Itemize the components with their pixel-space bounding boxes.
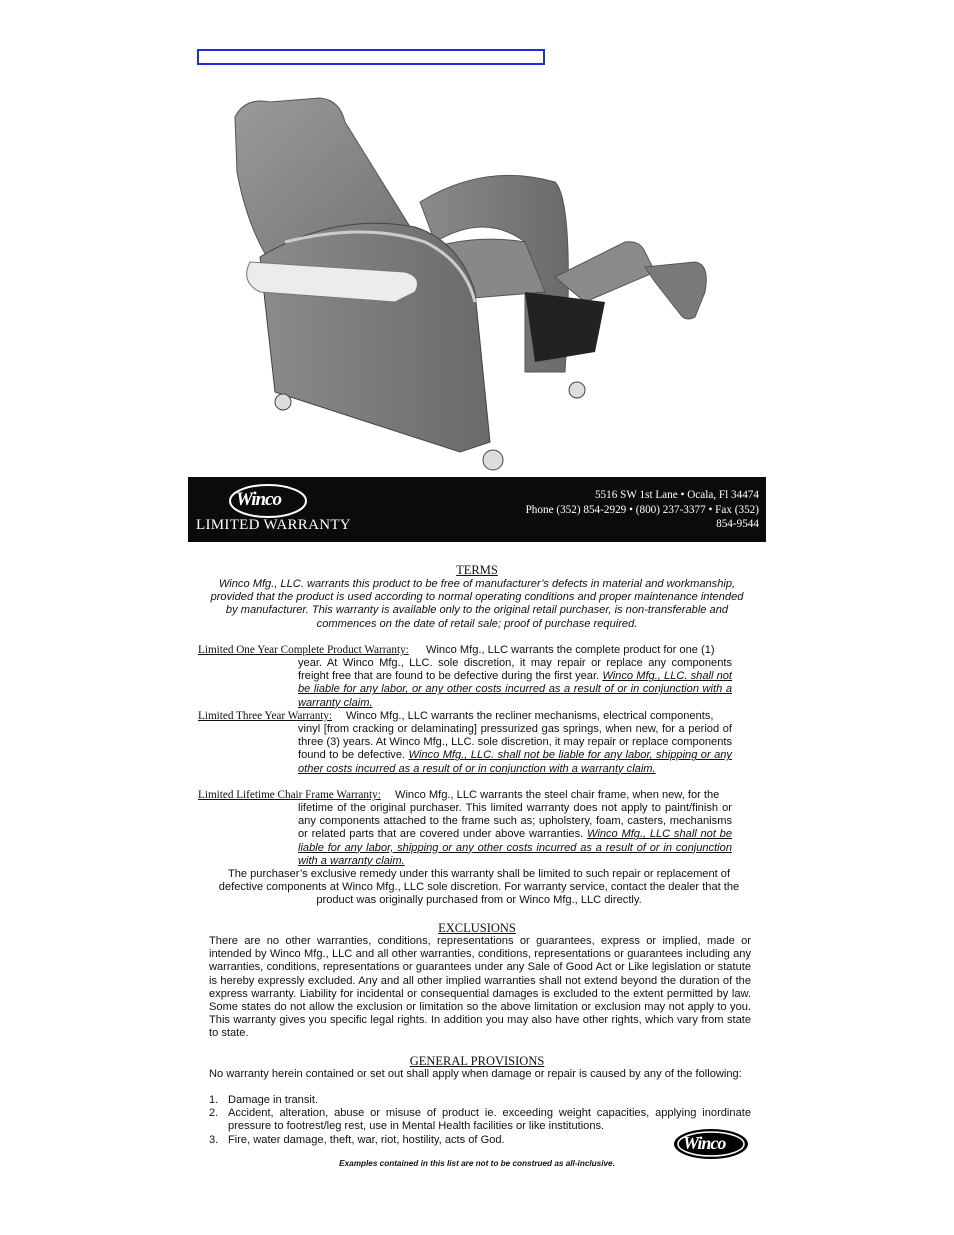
exclusions-body: There are no other warranties, conditions, representations or guarantees, express or implied, made or intended by Winco Mfg., LLC and all other warranties, conditions, representations or guarantees including any warranties, conditions, representations or guarantees under any Sale of Good Act or Like legislation or statute is hereby expressly excluded. Any and all other implied warranties shall not extend beyond the duration of the express warranty. Liability for incidental or consequential damages is excluded to the extent permitted by law. Some states do not allow the exclusion or limitation so the above limitation or exclusion may not apply to you. This warranty gives you specific legal rights. In addition you may also have other rights, which vary from state to state.: [209, 935, 751, 1040]
warranty-lifetime-disclaimer: Winco Mfg., LLC shall not be liable for any labor, shipping or any other costs incurred as a result of or in conjunction with a warranty claim.: [298, 828, 732, 867]
banner-title: LIMITED WARRANTY: [196, 517, 351, 533]
address-line-3: 854-9544: [716, 518, 759, 530]
warranty-lifetime-text: lifetime of the original purchaser. This limited warranty does not apply to paint/finish or any components attached to the frame such as; upholstery, foam, casters, mechanisms or related parts that are covered under above warranties.: [298, 802, 732, 841]
warranty-one-year-disclaimer: Winco Mfg., LLC. shall not be liable for any labor, or any other costs incurred as a result of or in conjunction with a warranty claim.: [298, 670, 733, 709]
footer-note: Examples contained in this list are not to be construed as all-inclusive.: [339, 1159, 615, 1168]
warranty-banner: [188, 477, 766, 542]
list-item-text: Damage in transit.: [228, 1094, 319, 1106]
address-line-2: Phone (352) 854-2929 • (800) 237-3377 • Fax (352): [525, 503, 759, 516]
general-provisions-list: [209, 1094, 751, 1147]
list-item-number: 1.: [209, 1094, 219, 1106]
exclusions-heading: EXCLUSIONS: [438, 921, 516, 935]
general-provisions-heading: GENERAL PROVISIONS: [409, 1054, 545, 1068]
list-item-text: Fire, water damage, theft, war, riot, hostility, acts of God.: [228, 1133, 505, 1146]
warranty-three-year-text: vinyl [from cracking or delaminating] pressurized gas springs, when new, for a period of three (3) years. At Winco Mfg., LLC. sole discretion, it may repair or replace components found to be defective.: [298, 723, 732, 762]
warranty-three-year-disclaimer: Winco Mfg., LLC. shall not be liable for any labor, shipping or any other costs incurred as a result of or in conjunction with a warranty claim.: [298, 749, 732, 775]
warranty-three-year-first: Winco Mfg., LLC warrants the recliner mechanisms, electrical components,: [346, 710, 714, 722]
winco-logo-text: Winco: [236, 489, 281, 510]
warranty-three-year-label: Limited Three Year Warranty:: [198, 710, 333, 722]
warranty-one-year-label: Limited One Year Complete Product Warranty:: [198, 644, 409, 656]
warranty-one-year-text: year. At Winco Mfg., LLC. sole discretion, it may repair or replace any components freight free that are found to be defective during the first year.: [298, 657, 732, 683]
warranty-one-year-body: [298, 657, 732, 710]
list-item: [209, 1094, 751, 1107]
list-item: [209, 1107, 751, 1133]
list-item: [209, 1134, 751, 1147]
warranty-one-year-first: Winco Mfg., LLC warrants the complete product for one (1): [426, 644, 715, 656]
top-blank-box: [197, 49, 545, 65]
warranty-lifetime-body: [298, 802, 732, 868]
warranty-lifetime-first: Winco Mfg., LLC warrants the steel chair frame, when new, for the: [395, 789, 720, 801]
terms-heading: TERMS: [456, 563, 498, 577]
winco-logo-bottom-text: Winco: [683, 1133, 726, 1153]
list-item-number: 2.: [209, 1107, 219, 1120]
remedy-paragraph: The purchaser’s exclusive remedy under this warranty shall be limited to such repair or replacement of defective components at Winco Mfg., LLC sole discretion. For warranty service, contact the dealer that the product was originally purchased from or Winco Mfg., LLC directly.: [218, 868, 740, 907]
company-address: [499, 488, 759, 532]
terms-body: Winco Mfg., LLC. warrants this product to be free of manufacturer’s defects in material and workmanship, provided that the product is used according to normal operating conditions and proper maintenance intended by manufacturer. This warranty is available only to the original retail purchaser, is non-transferable and commences on the date of retail sale; proof of purchase required.: [210, 578, 744, 630]
address-line-1: 5516 SW 1st Lane • Ocala, Fl 34474: [594, 489, 759, 501]
general-provisions-intro: No warranty herein contained or set out shall apply when damage or repair is caused by any of the following:: [209, 1068, 742, 1080]
list-item-number: 3.: [209, 1133, 219, 1146]
warranty-lifetime-label: Limited Lifetime Chair Frame Warranty:: [198, 789, 381, 801]
warranty-three-year-body: [298, 723, 732, 776]
list-item-text: Accident, alteration, abuse or misuse of product ie. exceeding weight capacities, applying inordinate pressure to footrest/leg rest, use in Mental Health facilities or like institutions.: [228, 1107, 751, 1133]
recliner-chair-photo: [225, 92, 735, 474]
